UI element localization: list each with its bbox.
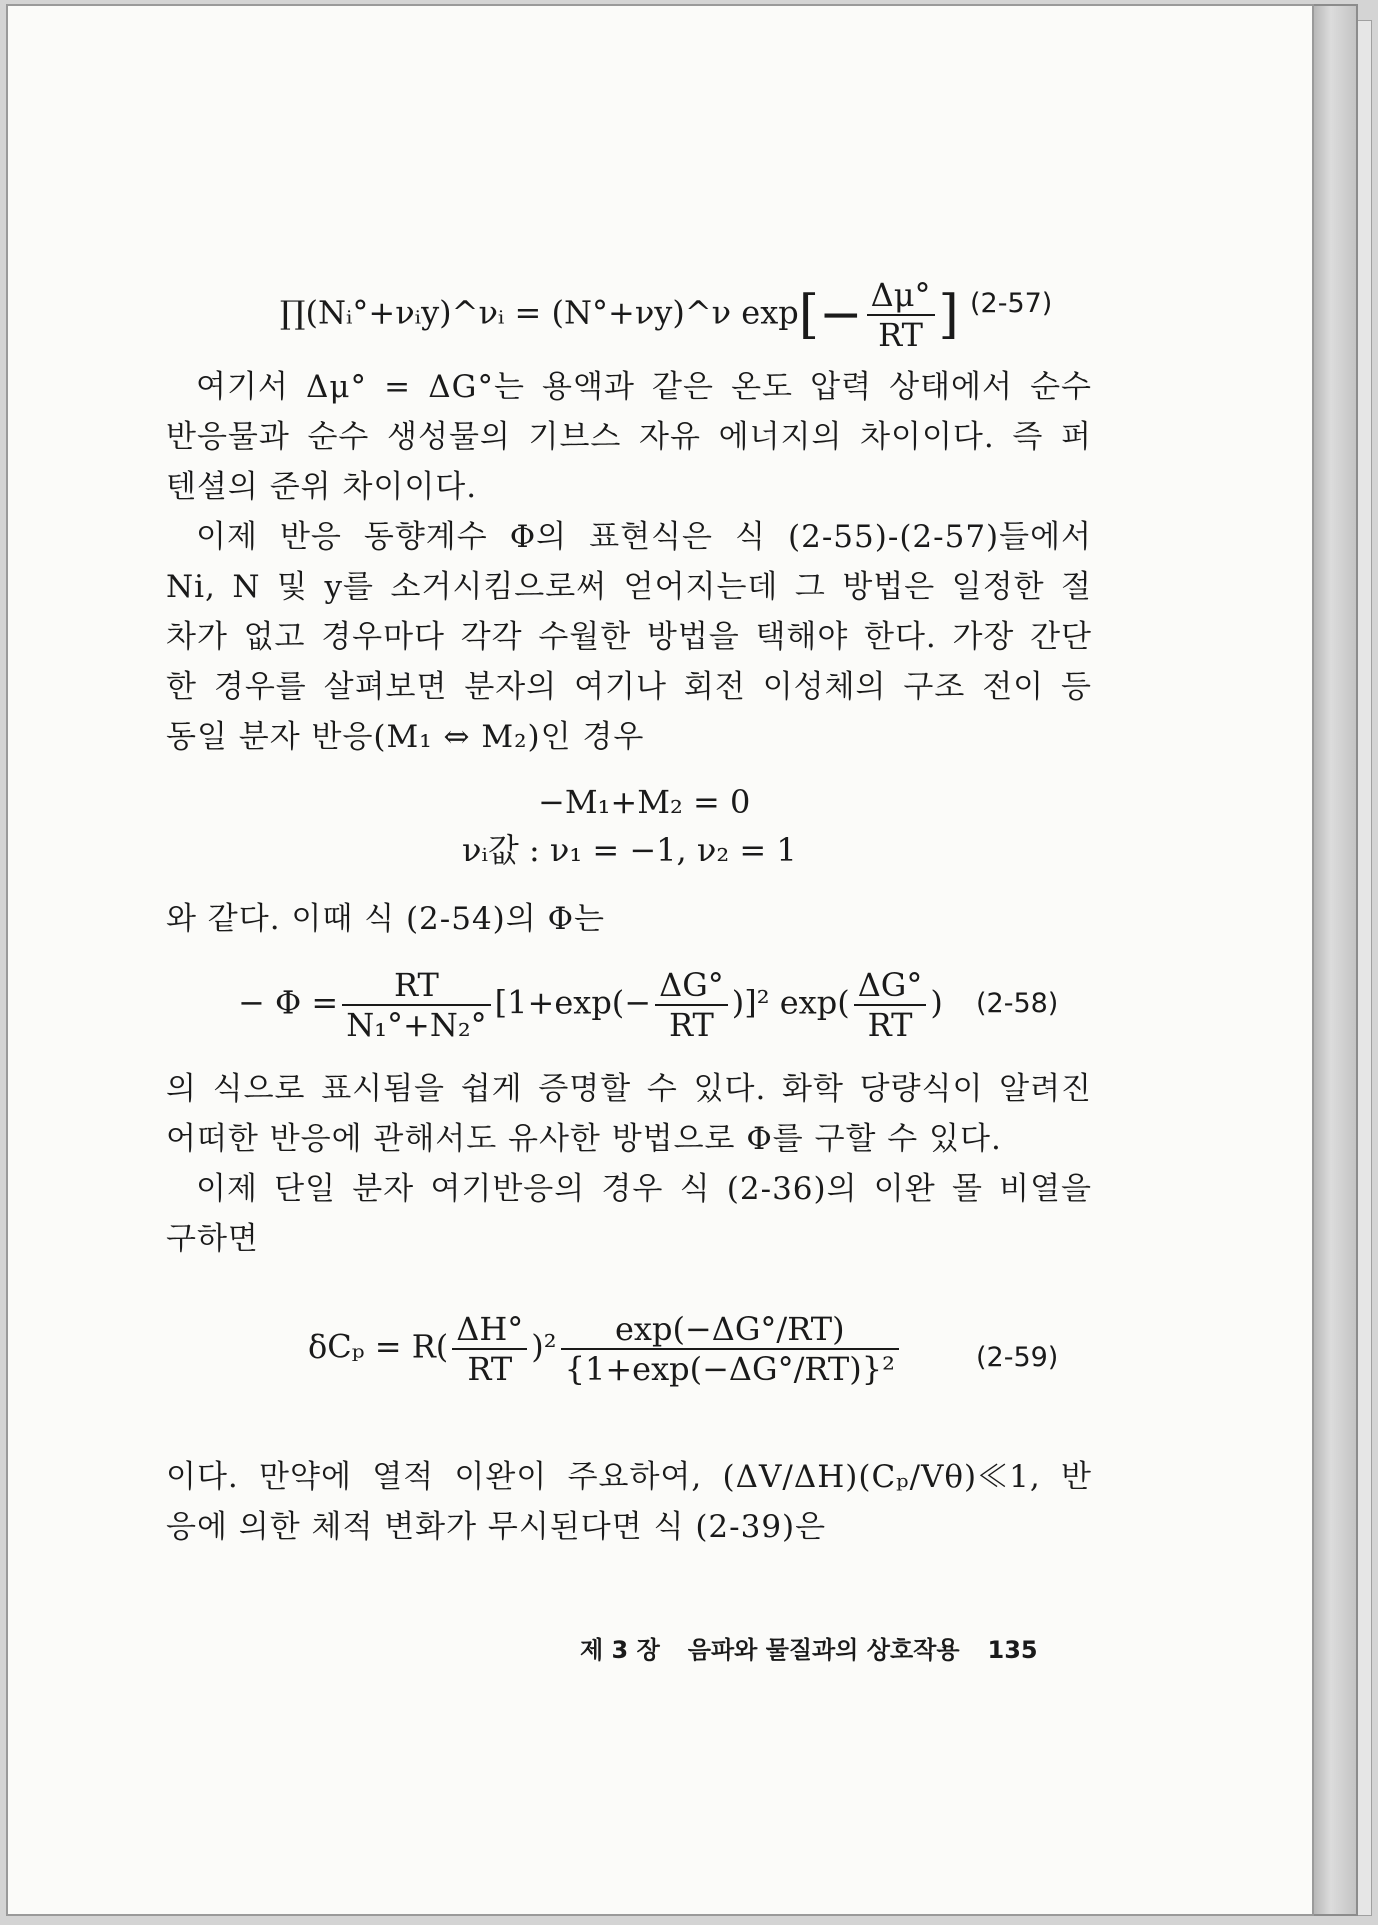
- paragraph-line: 이다. 만약에 열적 이완이 주요하여, (ΔV/ΔH)(Cₚ/Vθ)≪1, 반: [166, 1459, 1092, 1495]
- eq58-fraction-3: [854, 966, 927, 1044]
- eq58-f2-num: ΔG°: [655, 966, 728, 1006]
- paragraph-line: 텐셜의 준위 차이이다.: [166, 469, 478, 505]
- reaction-equation: −M₁+M₂ = 0: [538, 783, 751, 821]
- eq58-lhs: − Φ =: [238, 983, 339, 1022]
- equation-number-2-59: (2-59): [976, 1342, 1059, 1373]
- eq58-f3-den: RT: [867, 1006, 913, 1044]
- paragraph-line: 동일 분자 반응(M₁ ⇔ M₂)인 경우: [166, 719, 645, 755]
- paragraph-line: 한 경우를 살펴보면 분자의 여기나 회전 이성체의 구조 전이 등: [166, 669, 1092, 705]
- eq58-mid2: )]² exp(: [731, 983, 850, 1022]
- equation-number-2-57: (2-57): [970, 288, 1053, 319]
- paragraph-line: 어떠한 반응에 관해서도 유사한 방법으로 Φ를 구할 수 있다.: [166, 1121, 1002, 1157]
- paragraph-line: 와 같다. 이때 식 (2-54)의 Φ는: [166, 901, 605, 937]
- eq58-fraction-2: [655, 966, 728, 1044]
- eq59-lhs: δCₚ = R(: [308, 1327, 449, 1366]
- paragraph-line: 여기서 Δμ° = ΔG°는 용액과 같은 온도 압력 상태에서 순수: [196, 369, 1092, 405]
- paragraph-line: Ni, N 및 y를 소거시킴으로써 얻어지는데 그 방법은 일정한 절: [166, 569, 1092, 605]
- eq58-fraction-1: [342, 966, 490, 1044]
- paragraph-line: 이제 반응 동향계수 Φ의 표현식은 식 (2-55)-(2-57)들에서: [196, 519, 1092, 555]
- eq58-f3-num: ΔG°: [854, 966, 927, 1006]
- footer-chapter: 제 3 장: [580, 1636, 660, 1664]
- footer-title: 음파와 물질과의 상호작용: [687, 1636, 960, 1664]
- equation-number-2-58: (2-58): [976, 988, 1059, 1019]
- reaction-nu-values: νᵢ값 : ν₁ = −1, ν₂ = 1: [462, 831, 797, 869]
- eq58-mid: [1+exp(−: [494, 983, 652, 1022]
- eq57-fraction: [867, 276, 935, 354]
- equation-2-59: [308, 1310, 903, 1388]
- eq57-bracket-right: ]: [938, 285, 959, 345]
- equation-2-57: [280, 276, 959, 354]
- eq59-main-den: {1+exp(−ΔG°/RT)}²: [564, 1350, 895, 1388]
- paragraph-line: 이제 단일 분자 여기반응의 경우 식 (2-36)의 이완 몰 비열을: [196, 1171, 1092, 1207]
- eq58-f2-den: RT: [668, 1006, 714, 1044]
- book-edge: [1356, 20, 1372, 1916]
- paragraph-line: 구하면: [166, 1221, 259, 1257]
- paragraph-line: 의 식으로 표시됨을 쉽게 증명할 수 있다. 화학 당량식이 알려진: [166, 1071, 1092, 1107]
- eq57-frac-num: Δμ°: [867, 276, 935, 316]
- eq58-f1-den: N₁°+N₂°: [346, 1006, 487, 1044]
- equation-2-58: [238, 966, 943, 1044]
- eq57-bracket-left: [−: [798, 285, 863, 345]
- eq58-f1-num: RT: [342, 966, 490, 1006]
- paragraph-line: 반응물과 순수 생성물의 기브스 자유 에너지의 차이이다. 즉 퍼: [166, 419, 1092, 455]
- eq59-pow: )²: [531, 1327, 557, 1366]
- eq59-f1-den: RT: [467, 1350, 513, 1388]
- eq57-frac-den: RT: [878, 316, 923, 354]
- eq59-fraction-2: [561, 1310, 899, 1388]
- eq57-lhs: ∏(Nᵢ°+νᵢy)^νᵢ = (N°+νy)^ν exp: [280, 293, 799, 332]
- book-spine: [1314, 4, 1358, 1916]
- footer-page-number: 135: [987, 1636, 1038, 1664]
- eq59-fraction-1: [452, 1310, 527, 1388]
- paragraph-line: 응에 의한 체적 변화가 무시된다면 식 (2-39)은: [166, 1509, 827, 1545]
- paragraph-line: 차가 없고 경우마다 각각 수월한 방법을 택해야 한다. 가장 간단: [166, 619, 1092, 655]
- page-footer: [580, 1630, 1038, 1665]
- eq58-end: ): [930, 983, 943, 1022]
- eq59-f1-num: ΔH°: [452, 1310, 527, 1350]
- eq59-main-num: exp(−ΔG°/RT): [561, 1310, 899, 1350]
